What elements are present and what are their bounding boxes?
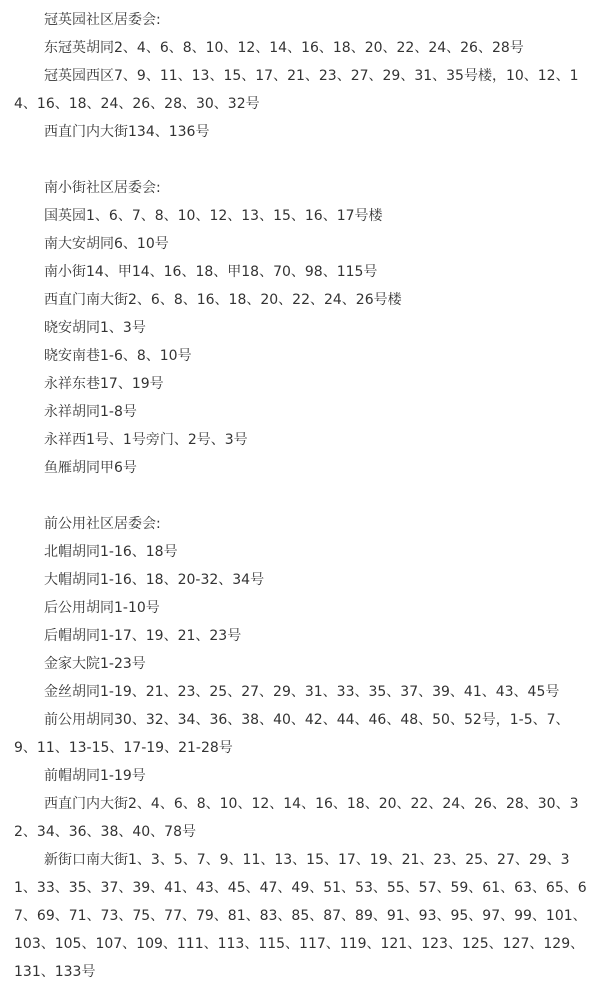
address-line: 国英园1、6、7、8、10、12、13、15、16、17号楼 bbox=[44, 208, 383, 224]
address-line: 金丝胡同1-19、21、23、25、27、29、31、33、35、37、39、41、43、45号 bbox=[44, 684, 560, 700]
address-line: 南小街14、甲14、16、18、甲18、70、98、115号 bbox=[44, 264, 378, 280]
section-heading: 冠英园社区居委会: bbox=[44, 12, 161, 28]
section-spacer bbox=[14, 482, 590, 510]
address-line: 后帽胡同1-17、19、21、23号 bbox=[44, 628, 242, 644]
address-line: 前帽胡同1-19号 bbox=[44, 768, 146, 784]
section-heading: 前公用社区居委会: bbox=[44, 516, 161, 532]
address-line: 西直门内大街134、136号 bbox=[44, 124, 210, 140]
address-line: 北帽胡同1-16、18号 bbox=[44, 544, 178, 560]
address-line: 鱼雁胡同甲6号 bbox=[44, 460, 137, 476]
address-line: 永祥西1号、1号旁门、2号、3号 bbox=[44, 432, 248, 448]
address-line: 前公用胡同30、32、34、36、38、40、42、44、46、48、50、52号，1-5、7、9、11、13-15、17-19、21-28号 bbox=[14, 712, 570, 756]
address-line: 冠英园西区7、9、11、13、15、17、21、23、27、29、31、35号楼，10、12、14、16、18、24、26、28、30、32号 bbox=[14, 68, 579, 112]
address-line: 晓安胡同1、3号 bbox=[44, 320, 146, 336]
address-line: 新街口南大街1、3、5、7、9、11、13、15、17、19、21、23、25、27、29、31、33、35、37、39、41、43、45、47、49、51、53、55、57、59、61、63、65、67、69、71、73、75、77、79、81、83、85、87、89、91、93、95、97、99、101、103、105、107、109、111、113、115、117、119、121、123、125、127、129、131、133号 bbox=[14, 852, 587, 980]
address-line: 西直门内大街2、4、6、8、10、12、14、16、18、20、22、24、26、28、30、32、34、36、38、40、78号 bbox=[14, 796, 579, 840]
address-line: 东冠英胡同2、4、6、8、10、12、14、16、18、20、22、24、26、28号 bbox=[44, 40, 524, 56]
address-line: 后公用胡同1-10号 bbox=[44, 600, 160, 616]
address-line: 大帽胡同1-16、18、20-32、34号 bbox=[44, 572, 265, 588]
address-line: 永祥胡同1-8号 bbox=[44, 404, 137, 420]
address-line: 晓安南巷1-6、8、10号 bbox=[44, 348, 192, 364]
address-line: 永祥东巷17、19号 bbox=[44, 376, 164, 392]
address-line: 南大安胡同6、10号 bbox=[44, 236, 169, 252]
address-line: 西直门南大街2、6、8、16、18、20、22、24、26号楼 bbox=[44, 292, 402, 308]
address-line: 金家大院1-23号 bbox=[44, 656, 146, 672]
section-heading: 南小街社区居委会: bbox=[44, 180, 161, 196]
section-spacer bbox=[14, 146, 590, 174]
